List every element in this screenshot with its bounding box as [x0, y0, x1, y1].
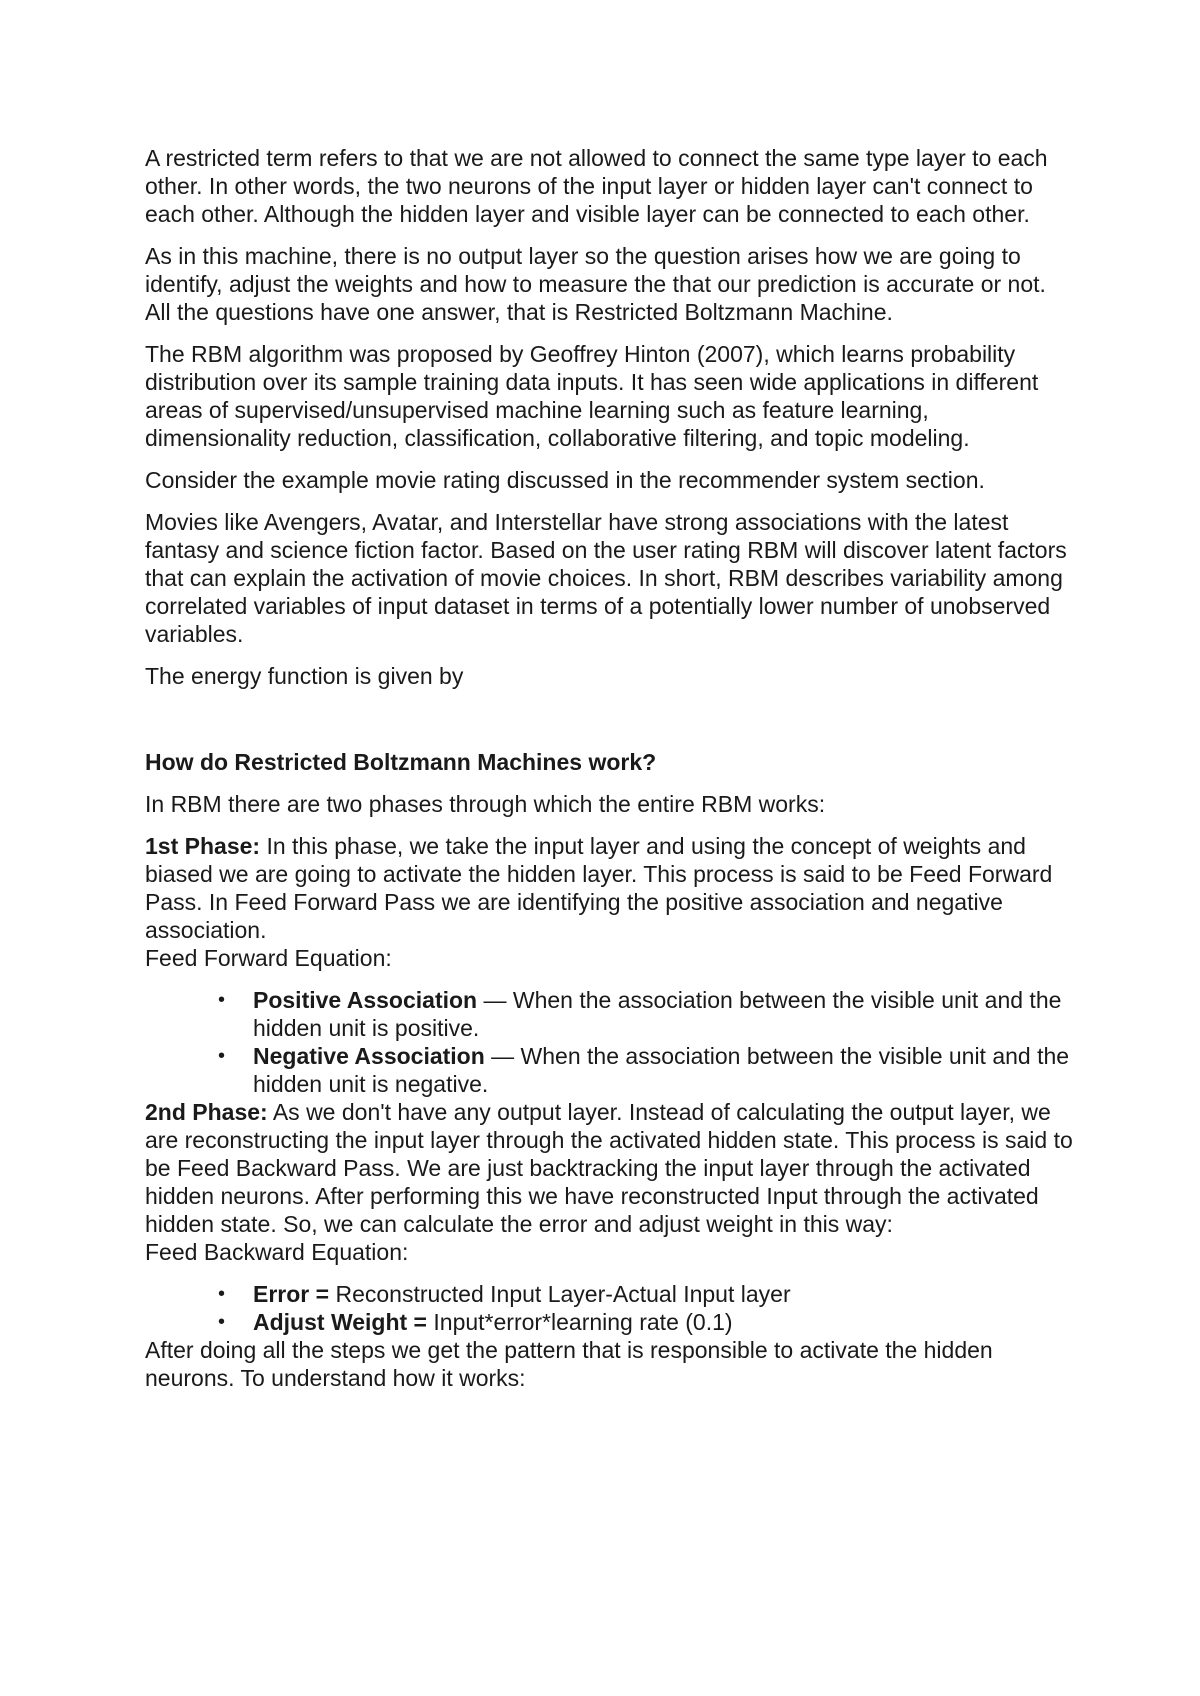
bullet-text: Reconstructed Input Layer-Actual Input layer — [329, 1281, 791, 1307]
bullet-text: — When the association between the visible unit and the hidden unit is positive. — [253, 987, 1062, 1041]
paragraph-rbm-algorithm: The RBM algorithm was proposed by Geoffrey Hinton (2007), which learns probability distribution over its sample training data inputs. It has seen wide applications in different areas of supervised/unsupervised machine learning such as feature learning, dimensionality reduction, classification, collaborative filtering, and topic modeling. — [145, 341, 1039, 451]
phase1-bullet-list — [145, 986, 1075, 1098]
list-item — [218, 1280, 1075, 1308]
list-item — [218, 986, 1075, 1042]
phase2-text: As we don't have any output layer. Instead of calculating the output layer, we are reconstructing the input layer through the activated hidden state. This process is said to be Feed Backward Pass. We are just backtracking the input layer through the activated hidden neurons. After performing this we have reconstructed Input through the activated hidden state. So, we can calculate the error and adjust weight in this way: — [145, 1099, 1073, 1237]
paragraph-no-output-layer: As in this machine, there is no output layer so the question arises how we are going to identify, adjust the weights and how to measure the that our prediction is accurate or not. All the questions have one answer, that is Restricted Boltzmann Machine. — [145, 243, 1046, 325]
bullet-label: Positive Association — [253, 987, 478, 1013]
feed-backward-equation-label: Feed Backward Equation: — [145, 1239, 409, 1265]
bullet-text: Input*error*learning rate (0.1) — [427, 1309, 733, 1335]
phase1-text: In this phase, we take the input layer and using the concept of weights and biased we are going to activate the hidden layer. This process is said to be Feed Forward Pass. In Feed Forward Pass we are identifying the positive association and negative association. — [145, 833, 1053, 943]
paragraph-movie-example: Consider the example movie rating discussed in the recommender system section. — [145, 467, 985, 493]
section-heading: How do Restricted Boltzmann Machines work? — [145, 749, 657, 775]
bullet-label: Error = — [253, 1281, 330, 1307]
phase2-paragraph — [145, 1098, 1075, 1238]
paragraph-restricted-term: A restricted term refers to that we are not allowed to connect the same type layer to each other. In other words, the two neurons of the input layer or hidden layer can't connect to each other. Although the hidden layer and visible layer can be connected to each other. — [145, 145, 1048, 227]
list-item — [218, 1042, 1075, 1098]
equation-placeholder — [145, 690, 1075, 748]
bullet-label: Adjust Weight = — [253, 1309, 427, 1335]
phase1-paragraph — [145, 832, 1075, 944]
bullet-label: Negative Association — [253, 1043, 485, 1069]
paragraph-energy-function: The energy function is given by — [145, 663, 464, 689]
bullet-icon: • — [218, 1311, 226, 1333]
paragraph-movie-associations: Movies like Avengers, Avatar, and Interstellar have strong associations with the latest fantasy and science fiction factor. Based on the user rating RBM will discover latent factors that can explain the activation of movie choices. In short, RBM describes variability among correlated variables of input dataset in terms of a potentially lower number of unobserved variables. — [145, 509, 1067, 647]
section-intro: In RBM there are two phases through which the entire RBM works: — [145, 791, 826, 817]
bullet-text: — When the association between the visible unit and the hidden unit is negative. — [253, 1043, 1070, 1097]
list-item — [218, 1308, 1075, 1336]
phase2-label: 2nd Phase: — [145, 1099, 268, 1125]
closing-paragraph: After doing all the steps we get the pattern that is responsible to activate the hidden neurons. To understand how it works: — [145, 1337, 993, 1391]
phase2-bullet-list — [145, 1280, 1075, 1336]
bullet-icon: • — [218, 989, 226, 1011]
bullet-icon: • — [218, 1283, 226, 1305]
feed-forward-equation-label: Feed Forward Equation: — [145, 945, 392, 971]
document-body — [145, 144, 1075, 1392]
phase1-label: 1st Phase: — [145, 833, 261, 859]
bullet-icon: • — [218, 1045, 226, 1067]
